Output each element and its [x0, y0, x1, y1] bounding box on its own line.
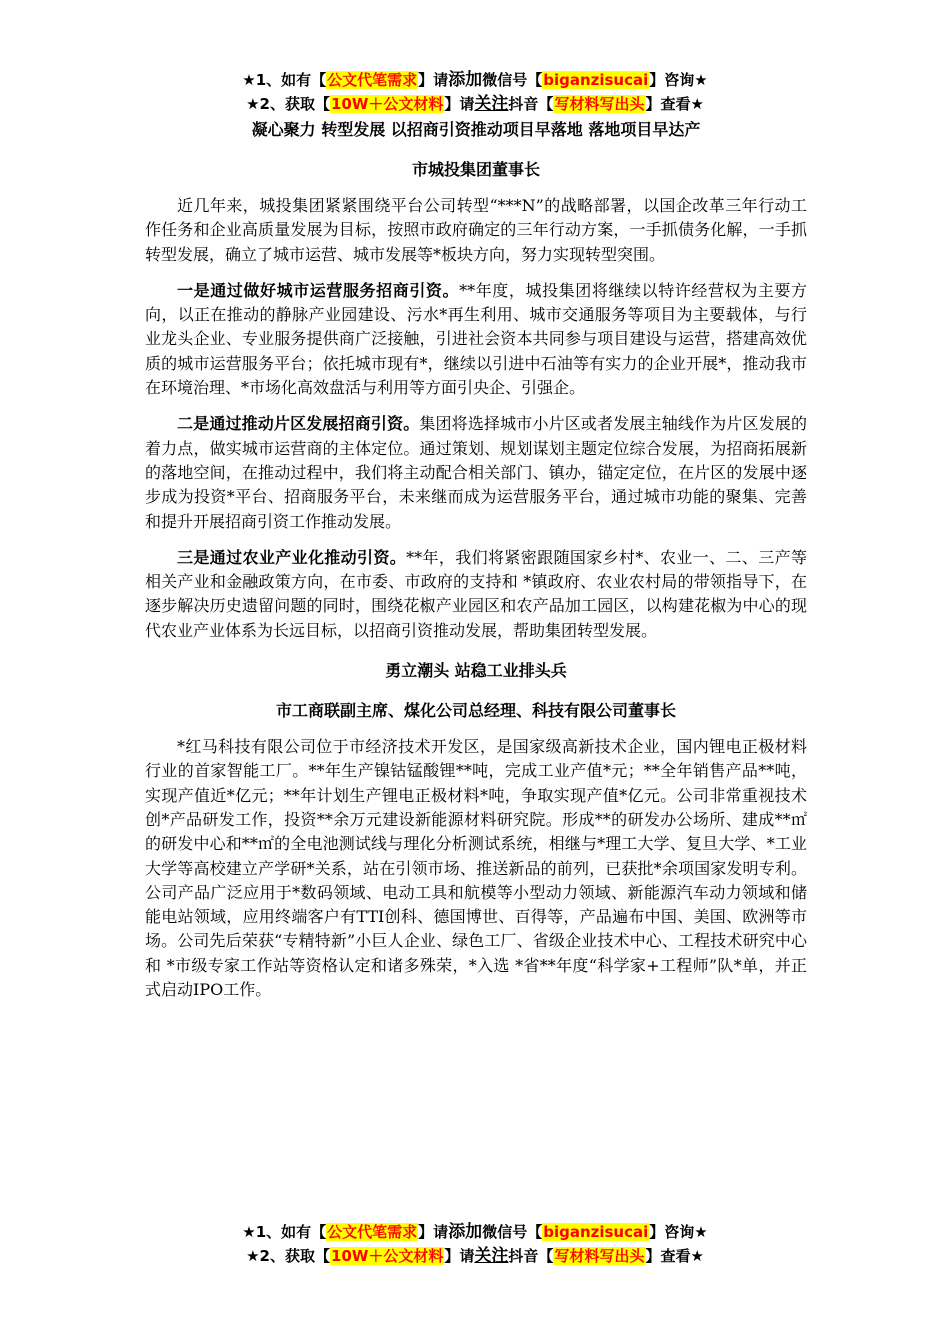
- banner-highlight: 10W＋公文材料: [330, 1247, 444, 1265]
- paragraph-text: **年度，城投集团将继续以特许经营权为主要方向，以正在推动的静脉产业园建设、污水*再生利用、城市交通服务等项目为主要载体，与行业龙头企业、专业服务提供商广泛接触，引进社会资本共同参与项目建设与运营，搭建高效优质的城市运营服务平台；依托城市现有*，继续以引进中石油等有实力的企业开展*，推动我市在环境治理、*市场化高效盘活与利用等方面引央企、引强企。: [145, 280, 807, 398]
- banner-text: ★2、获取【: [246, 1247, 330, 1265]
- section-subtitle: 市工商联副主席、煤化公司总经理、科技有限公司董事长: [275, 701, 676, 721]
- paragraph-text: **年，我们将紧密跟随国家乡村*、农业一、二、三产等相关产业和金融政策方向，在市委、市政府的支持和 *镇政府、农业农村局的带领指导下，在逐步解决历史遗留问题的同时，围绕花椒产业园区和农产品加工园区，以构建花椒为中心的现代农业产业体系为长远目标，以招商引资推动发展，帮助集团转型发展。: [145, 547, 807, 640]
- section-title: 凝心聚力 转型发展 以招商引资推动项目早落地 落地项目早达产: [251, 120, 701, 139]
- banner-emphasis: 关注: [474, 1246, 509, 1266]
- banner-emphasis: 添加: [448, 1222, 483, 1242]
- banner-text: 】请: [444, 95, 475, 113]
- paragraph: [145, 412, 807, 533]
- paragraph-lead: 二是通过推动片区发展招商引资。: [177, 414, 420, 434]
- paragraph-lead: 一是通过做好城市运营服务招商引资。: [177, 280, 460, 300]
- banner-text: ★1、如有【: [242, 1223, 327, 1241]
- banner-line-1: [0, 1220, 950, 1244]
- banner-text: 】请: [418, 1223, 449, 1241]
- paragraph: [145, 279, 807, 400]
- bottom-banner: [0, 1220, 950, 1268]
- banner-text: 微信号【: [482, 71, 543, 89]
- banner-text: 】查看★: [645, 95, 704, 113]
- banner-text: 抖音【: [508, 1247, 554, 1265]
- banner-text: 】查看★: [645, 1247, 704, 1265]
- banner-line-1: [0, 68, 950, 92]
- paragraph: 近几年来，城投集团紧紧围绕平台公司转型“***N”的战略部署，以国企改革三年行动工作任务和企业高质量发展为目标，按照市政府确定的三年行动方案，一手抓债务化解，一手抓转型发展，确立了城市运营、城市发展等*板块方向，努力实现转型突围。: [145, 196, 807, 264]
- banner-highlight: 10W＋公文材料: [330, 95, 444, 113]
- banner-text: 】请: [418, 71, 449, 89]
- document-body: [145, 116, 807, 1002]
- banner-highlight: biganzisucai: [543, 1223, 649, 1241]
- section-title: 勇立潮头 站稳工业排头兵: [385, 661, 567, 681]
- banner-highlight: 写材料写出头: [554, 1247, 645, 1265]
- banner-text: ★1、如有【: [242, 71, 327, 89]
- banner-emphasis: 关注: [474, 94, 509, 114]
- banner-text: 抖音【: [508, 95, 554, 113]
- banner-text: 微信号【: [482, 1223, 543, 1241]
- top-banner: [0, 68, 950, 116]
- paragraph: [145, 546, 807, 643]
- banner-text: 】咨询★: [649, 71, 708, 89]
- banner-line-2: [0, 92, 950, 116]
- paragraph-text: 集团将选择城市小片区或者发展主轴线作为片区发展的着力点，做实城市运营商的主体定位。通过策划、规划谋划主题定位综合发展，为招商拓展新的落地空间，在推动过程中，我们将主动配合相关部门、镇办，锚定定位，在片区的发展中逐步成为投资*平台、招商服务平台，未来继而成为运营服务平台，通过城市功能的聚集、完善和提升开展招商引资工作推动发展。: [145, 414, 807, 531]
- banner-highlight: biganzisucai: [543, 71, 649, 89]
- banner-line-2: [0, 1244, 950, 1268]
- banner-emphasis: 添加: [448, 70, 483, 90]
- paragraph-lead: 三是通过农业产业化推动引资。: [177, 547, 407, 567]
- banner-highlight: 公文代笔需求: [327, 71, 418, 89]
- section-subtitle: 市城投集团董事长: [411, 160, 540, 179]
- banner-highlight: 公文代笔需求: [327, 1223, 418, 1241]
- banner-text: 】咨询★: [649, 1223, 708, 1241]
- banner-text: ★2、获取【: [246, 95, 330, 113]
- banner-highlight: 写材料写出头: [554, 95, 645, 113]
- banner-text: 】请: [444, 1247, 475, 1265]
- paragraph: *红马科技有限公司位于市经济技术开发区，是国家级高新技术企业，国内锂电正极材料行业的首家智能工厂。**年生产镍钴锰酸锂**吨，完成工业产值*元；**全年销售产品**吨，实现产值近*亿元；**年计划生产锂电正极材料*吨，争取实现产值*亿元。公司非常重视技术创*产品研发工作，投资**余万元建设新能源材料研究院。形成**的研发办公场所、建成**㎡的研发中心和**㎡的全电池测试线与理化分析测试系统，相继与*理工大学、复旦大学、*工业大学等高校建立产学研*关系，站在引领市场、推送新品的前列，已获批*余项国家发明专利。公司产品广泛应用于*数码领域、电动工具和航模等小型动力领域、新能源汽车动力领域和储能电站领域，应用终端客户有TTI创科、德国博世、百得等，产品遍布中国、美国、欧洲等市场。公司先后荣获“专精特新”小巨人企业、绿色工厂、省级企业技术中心、工程技术研究中心和 *市级专家工作站等资格认定和诸多殊荣，*入选 *省**年度“科学家+工程师”队*单，并正式启动IPO工作。: [145, 737, 807, 1000]
